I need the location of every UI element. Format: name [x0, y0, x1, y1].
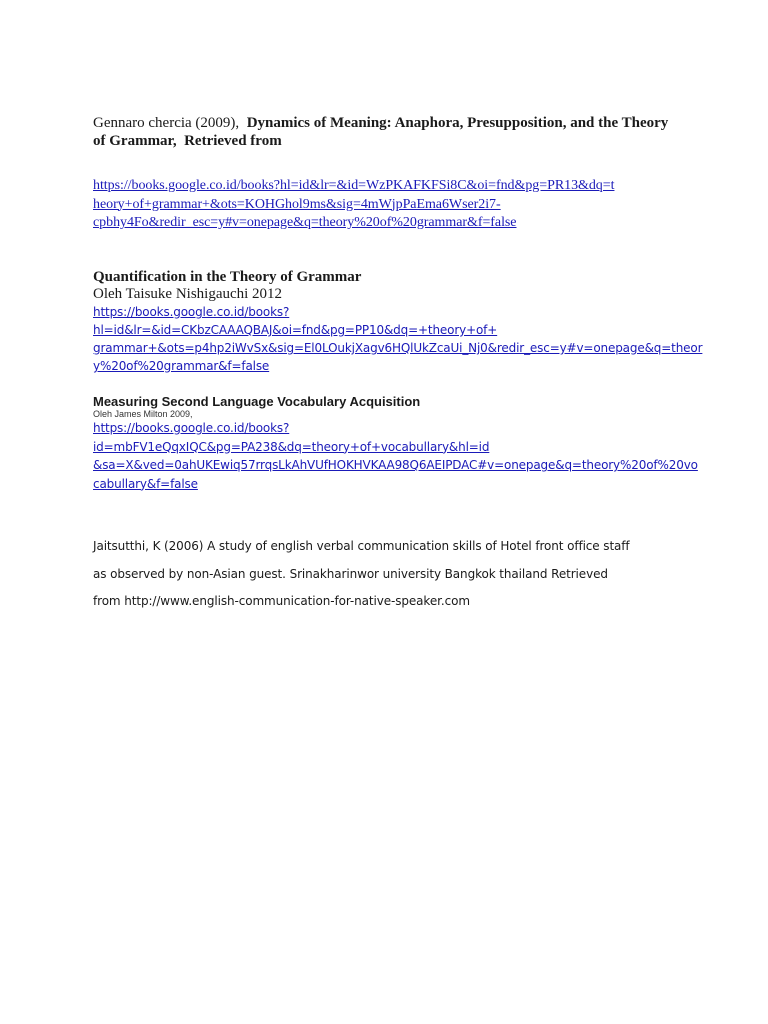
entry-1-author-year: Gennaro chercia (2009), [93, 115, 240, 131]
entry-1-link-line-1[interactable]: https://books.google.co.id/books?hl=id&lr=&id=WzPKAFKFSi8C&oi=fnd&pg=PR13&dq=t [93, 178, 615, 193]
entry-2-title: Quantification in the Theory of Grammar [93, 269, 362, 285]
reference-entry-1 [93, 114, 683, 150]
entry-2-link-line-1[interactable]: https://books.google.co.id/books?hl=id&lr=&id=CKbzCAAAQBAJ&oi=fnd&pg=PP10&dq=+theory+of+ [93, 305, 498, 337]
entry-2-link[interactable] [93, 303, 703, 375]
entry-2-author: Oleh Taisuke Nishigauchi 2012 [93, 286, 283, 302]
entry-1-retrieved: Retrieved from [184, 133, 282, 149]
entry-2-link-line-3[interactable]: y%20of%20grammar&f=false [93, 359, 270, 373]
entry-2-link-line-2[interactable]: grammar+&ots=p4hp2iWvSx&sig=El0LOukjXagv6HQlUkZcaUi_Nj0&redir_esc=y#v=onepage&q=theor [93, 341, 703, 355]
entry-1-title: Dynamics of Meaning: Anaphora, Presupposition, and the Theory of Grammar, [93, 115, 669, 149]
entry-3-link-line-2[interactable]: &sa=X&ved=0ahUKEwiq57rrqsLkAhVUfHOKHVKAA98Q6AEIPDAC#v=onepage&q=theory%20of%20vo [93, 458, 698, 472]
entry-4-line-3: from http://www.english-communication-for-native-speaker.com [93, 594, 470, 608]
entry-1-link[interactable] [93, 177, 683, 233]
entry-1-link-line-2[interactable]: heory+of+grammar+&ots=KOHGhol9ms&sig=4mWjpPaEma6Wser2i7- [93, 196, 501, 212]
entry-4-line-2: as observed by non-Asian guest. Srinakharinwor university Bangkok thailand Retrieved [93, 567, 608, 581]
entry-3-link-line-3[interactable]: cabullary&f=false [93, 476, 198, 491]
entry-3-link[interactable] [93, 419, 698, 493]
entry-3-link-line-1[interactable]: https://books.google.co.id/books?id=mbFV1eQqxIQC&pg=PA238&dq=theory+of+vocabullary&hl=id [93, 421, 490, 454]
entry-1-link-line-3[interactable]: cpbhy4Fo&redir_esc=y#v=onepage&q=theory%20of%20grammar&f=false [93, 215, 517, 230]
entry-4-line-1: Jaitsutthi, K (2006) A study of english verbal communication skills of Hotel front office staff [93, 539, 630, 553]
entry-3-title: Measuring Second Language Vocabulary Acquisition [93, 394, 421, 409]
entry-3-author: Oleh James Milton 2009, [93, 409, 193, 419]
